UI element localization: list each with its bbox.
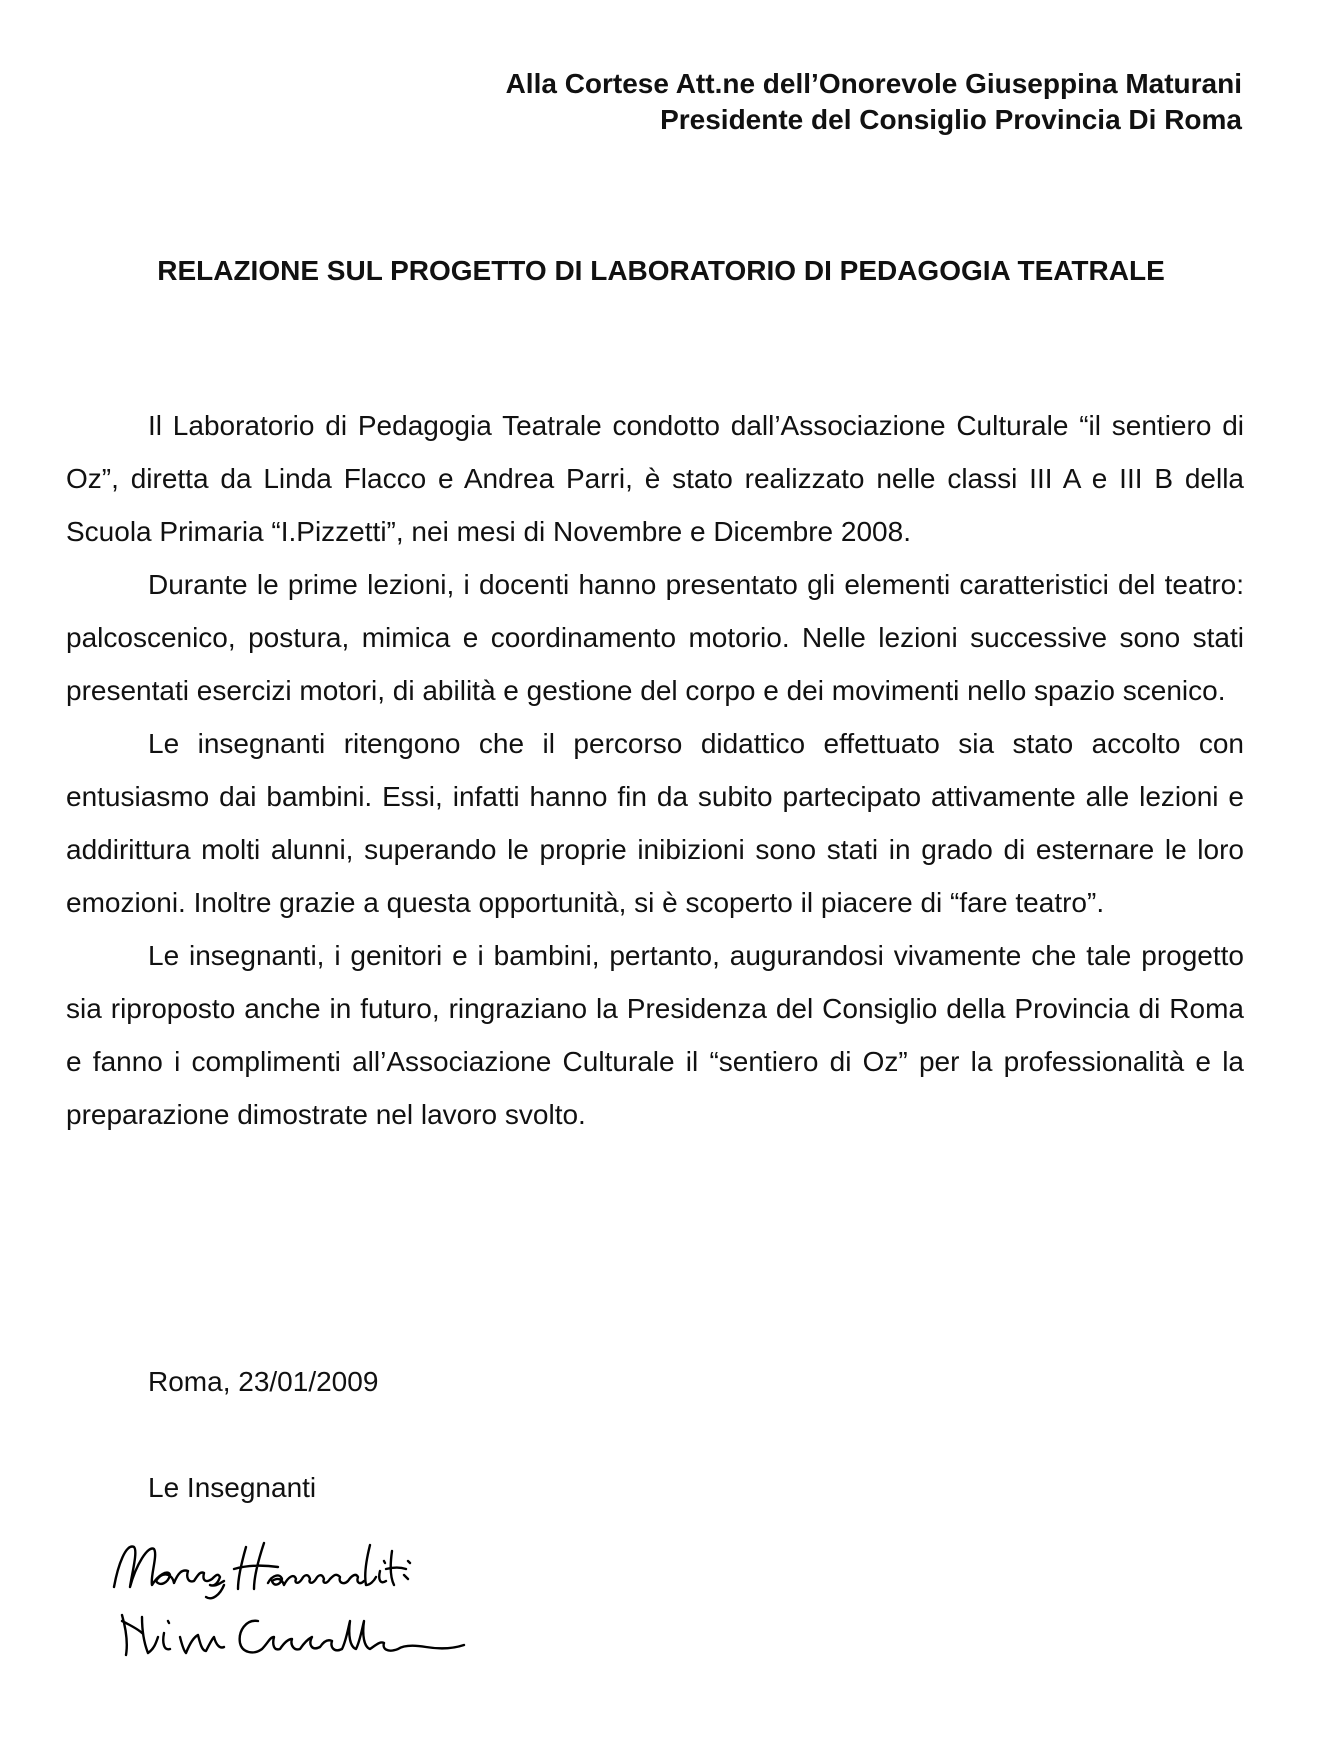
signatories-label: Le Insegnanti bbox=[148, 1472, 317, 1503]
place-date: Roma, 23/01/2009 bbox=[148, 1366, 379, 1397]
addressee-role: Presidente del Consiglio Provincia Di Roma bbox=[660, 104, 1242, 135]
document-body bbox=[66, 399, 1244, 1141]
document-title: RELAZIONE SUL PROGETTO DI LABORATORIO DI PEDAGOGIA TEATRALE bbox=[157, 255, 1165, 286]
body-paragraph: Il Laboratorio di Pedagogia Teatrale condotto dall’Associazione Culturale “il sentiero di Oz”, diretta da Linda Flacco e Andrea Parri, è stato realizzato nelle classi III A e III B della Scuola Primaria “I.Pizzetti”, nei mesi di Novembre e Dicembre 2008. bbox=[66, 410, 1244, 547]
handwritten-signature bbox=[108, 1525, 478, 1673]
body-paragraph: Le insegnanti ritengono che il percorso didattico effettuato sia stato accolto con entusiasmo dai bambini. Essi, infatti hanno fin da subito partecipato attivamente alle lezioni e addirittura molti alunni, superando le proprie inibizioni sono stati in grado di esternare le loro emozioni. Inoltre grazie a questa opportunità, si è scoperto il piacere di “fare teatro”. bbox=[66, 728, 1244, 918]
body-paragraph: Durante le prime lezioni, i docenti hanno presentato gli elementi caratteristici del teatro: palcoscenico, postura, mimica e coordinamento motorio. Nelle lezioni successive sono stati presentati esercizi motori, di abilità e gestione del corpo e dei movimenti nello spazio scenico. bbox=[66, 569, 1244, 706]
addressee-name: Alla Cortese Att.ne dell’Onorevole Giuseppina Maturani bbox=[505, 68, 1242, 99]
addressee-block bbox=[506, 66, 1242, 138]
body-paragraph: Le insegnanti, i genitori e i bambini, pertanto, augurandosi vivamente che tale progetto sia riproposto anche in futuro, ringraziano la Presidenza del Consiglio della Provincia di Roma e fanno i complimenti all’Associazione Culturale il “sentiero di Oz” per la professionalità e la preparazione dimostrate nel lavoro svolto. bbox=[66, 940, 1244, 1130]
